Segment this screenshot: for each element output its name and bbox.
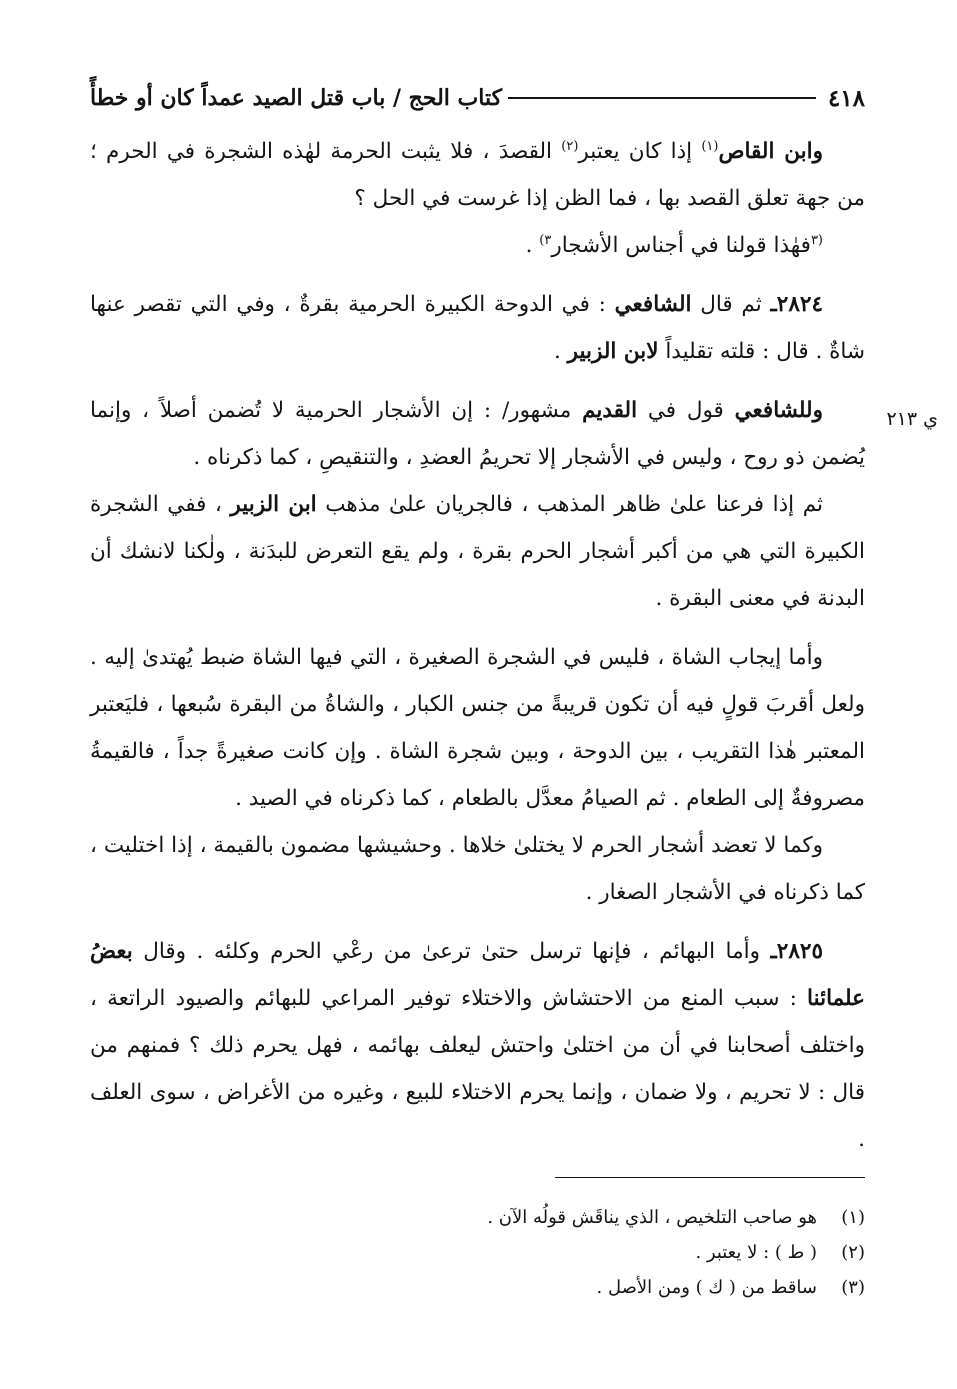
- paragraph-2: [90, 222, 865, 269]
- text-run: .: [554, 339, 568, 364]
- text-run: وأما البهائم ، فإنها ترسل حتىٰ ترعىٰ من رعْي الحرم وكلئه . وقال: [132, 939, 771, 964]
- paragraph-6: وأما إيجاب الشاة ، فليس في الشجرة الصغيرة ، التي فيها الشاة ضبط يُهتدىٰ إليه . ولعل أقربَ قولٍ فيه أن تكون قريبةً من جنس الكبار ، والشاةُ من البقرة سُبعها ، فليَعتبر المعتبر هٰذا التقريب ، بين الدوحة ، وبين شجرة الشاة . وإن كانت صغيرةً جداً ، فالقيمةُ مصروفةٌ إلى الطعام . ثم الصيامُ معدَّل بالطعام ، كما ذكرناه في الصيد .: [90, 645, 865, 811]
- footnote-marker: (٢): [841, 1242, 865, 1263]
- bold-name: بعضُ علمائنا: [90, 939, 865, 1011]
- page-number: ٤١٨: [827, 84, 865, 112]
- paragraph-2825: [90, 928, 865, 1163]
- footnote-ref-3-open: (٣: [810, 232, 823, 248]
- paragraph-7: وكما لا تعضد أشجار الحرم لا يختلىٰ خلاها . وحشيشها مضمون بالقيمة ، إذا اختليت ، كما ذكرناه في الأشجار الصغار .: [90, 833, 865, 905]
- bold-name: الشافعي: [614, 292, 692, 317]
- footnote-1: [90, 1200, 865, 1235]
- footnote-text: ساقط من ( ك ) ومن الأصل .: [596, 1277, 817, 1298]
- header-rule: [508, 97, 816, 99]
- footnotes: [90, 1200, 865, 1305]
- paragraph-5: [90, 481, 865, 622]
- footnote-marker: (١): [841, 1207, 865, 1228]
- text-run: إذا كان يعتبر: [578, 139, 702, 164]
- footnote-separator: [555, 1177, 865, 1178]
- bold-name: القديم: [582, 398, 638, 423]
- text-run: فهٰذا قولنا في أجناس الأشجار: [551, 233, 811, 258]
- text-run: ثم إذا فرعنا علىٰ ظاهر المذهب ، فالجريان علىٰ مذهب: [316, 492, 823, 517]
- paragraph-number: ٢٨٢٥ـ: [770, 939, 823, 964]
- text-run: مشهور/ : إن الأشجار الحرمية لا تُضمن أصلاً ، وإنما يُضمن ذو روح ، وليس في الأشجار إلا تحريمُ العضدِ ، والتنقيصِ ، كما ذكرناه .: [90, 398, 865, 470]
- paragraph-2824: [90, 281, 865, 375]
- footnote-ref-2: (٢): [561, 138, 579, 154]
- footnote-text: ( ط ) : لا يعتبر .: [695, 1242, 817, 1263]
- bold-name: وابن القاص: [718, 139, 824, 164]
- text-run: : في الدوحة الكبيرة الحرمية بقرةٌ ، وفي التي تقصر عنها شاةٌ . قال : قلته تقليداً: [90, 292, 865, 364]
- text-run: ، ففي الشجرة الكبيرة التي هي من أكبر أشجار الحرم بقرة ، ولم يقع التعرض للبدَنة ، ولٰكنا لانشك أن البدنة في معنى البقرة .: [90, 492, 865, 611]
- footnote-marker: (٣): [841, 1277, 865, 1298]
- running-title: كتاب الحج / باب قتل الصيد عمداً كان أو خطأً: [90, 85, 503, 111]
- footnote-3: [90, 1270, 865, 1305]
- bold-name: ابن الزبير: [230, 492, 317, 517]
- text-run: قول في: [637, 398, 735, 423]
- text-run: ثم قال: [691, 292, 771, 317]
- text-run: : سبب المنع من الاحتشاش والاختلاء توفير المراعي للبهائم والصيود الراتعة ، واختلف أصحابنا في أن من اختلىٰ واحتش ليعلف بهائمه ، فهل يحرم ذلك ؟ فمنهم من قال : لا تحريم ، ولا ضمان ، وإنما يحرم الاختلاء للبيع ، وغيره من الأغراض ، سوى العلف .: [90, 986, 865, 1152]
- paragraph-number: ٢٨٢٤ـ: [770, 292, 823, 317]
- paragraph-4: [90, 387, 865, 481]
- footnote-ref-1: (١): [701, 138, 719, 154]
- text-run: .: [525, 233, 540, 258]
- footnote-ref-3-close: ٣): [539, 232, 552, 248]
- footnote-text: هو صاحب التلخيص ، الذي يناقَش قولُه الآن .: [487, 1207, 817, 1228]
- margin-manuscript-ref: ي ٢١٣: [886, 408, 938, 430]
- bold-name: لابن الزبير: [567, 339, 659, 364]
- main-text: [90, 128, 865, 1163]
- footnote-2: [90, 1235, 865, 1270]
- page-header: [90, 78, 865, 118]
- bold-name: وللشافعي: [734, 398, 823, 423]
- paragraph-1: [90, 128, 865, 222]
- text-run: القصدَ ، فلا يثبت الحرمة لهٰذه الشجرة في الحرم ؛ من جهة تعلق القصد بها ، فما الظن إذا غرست في الحل ؟: [90, 139, 865, 211]
